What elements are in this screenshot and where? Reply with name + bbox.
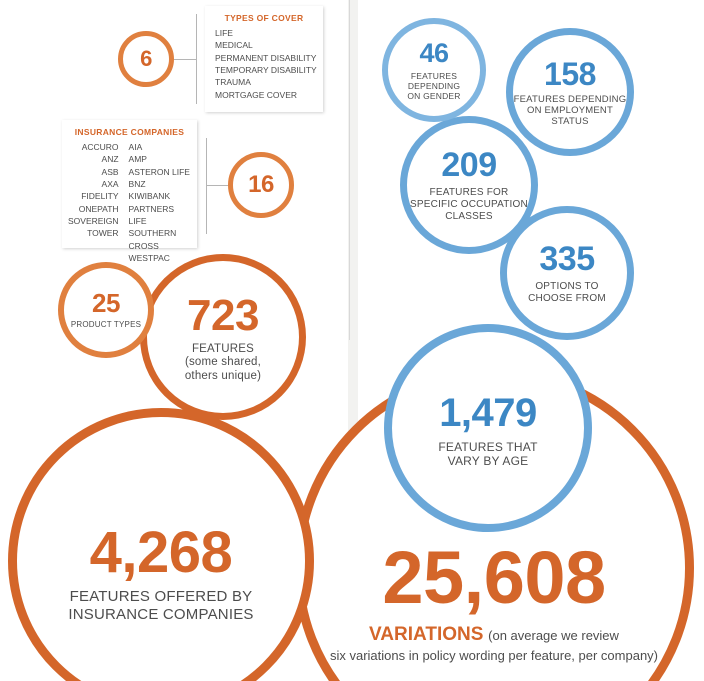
insurance-companies-title: INSURANCE COMPANIES [74,127,185,137]
list-item: ACCURO [81,142,119,152]
bubble-caption-line3: STATUS [551,116,589,128]
vertical-divider [349,0,350,340]
bubble-number: 46 [419,37,449,68]
bubble-number: 723 [187,290,259,340]
bubble-caption-line1: PRODUCT TYPES [70,319,142,329]
list-item: ANZ [101,154,119,165]
list-item: MEDICAL [215,40,253,51]
bubble-caption-line2: six variations in policy wording per feature, per company) [329,647,659,663]
bubble-gender [382,18,486,122]
bubble-caption-line3: others unique) [184,369,262,382]
insurance-companies-box [62,120,197,263]
list-item: AXA [101,178,119,189]
bubble-number: 16 [248,170,274,198]
list-item: MORTGAGE COVER [215,89,298,100]
list-item: BNZ [128,178,146,189]
bubble-caption-line1: OPTIONS TO [535,281,599,293]
list-item: ONEPATH [78,203,119,214]
list-item: AIA [128,142,143,152]
types-of-cover-title: TYPES OF COVER [224,13,304,23]
bubble-caption-line2: SPECIFIC OCCUPATION [410,199,528,211]
bubble-caption-line2: ON EMPLOYMENT [526,105,613,117]
bubble-caption-line1: FEATURES DEPENDING [407,71,461,92]
bubble-features [140,254,306,420]
bubble-types-of-cover-count [118,31,174,87]
insurance-companies-col-left [68,141,119,264]
types-of-cover-list [211,27,317,101]
list-item: TRAUMA [215,77,251,88]
bubble-number: 6 [140,45,152,71]
bubble-caption-line1: FEATURES THAT [438,439,538,454]
connector-line-companies-horizontal [206,185,228,186]
list-item: PERMANENT DISABILITY [215,52,317,63]
list-item: SOUTHERN CROSS [128,228,177,251]
bubble-caption [71,320,141,329]
bubble-caption-line1: FEATURES [191,342,255,355]
bubble-caption-line1: FEATURES FOR [429,187,509,199]
bubble-caption-line2: ON GENDER [407,91,461,102]
list-item: PARTNERS LIFE [128,203,175,226]
bubble-caption-line2: VARY BY AGE [447,454,529,468]
list-item: AMP [128,154,147,165]
list-item: ASB [101,166,119,177]
bubble-number: 1,479 [439,390,537,435]
bubble-caption [528,281,606,305]
list-item: LIFE [215,28,233,38]
connector-line-companies-vertical [206,138,207,234]
bubble-number: 25,608 [382,536,606,620]
bubble-caption [185,343,261,384]
list-item: SOVEREIGN [68,215,119,226]
bubble-number: 4,268 [89,519,233,585]
list-item: WESTPAC [128,252,170,263]
bubble-number: 335 [539,240,595,279]
insurance-companies-col-right [129,141,191,264]
insurance-companies-list [68,141,191,264]
list-item: TOWER [87,228,119,239]
bubble-caption-line2: INSURANCE COMPANIES [68,605,254,623]
bubble-caption [388,71,480,101]
bubble-caption [514,94,627,128]
list-item: TEMPORARY DISABILITY [215,64,317,75]
bubble-insurance-companies-count [228,152,294,218]
bubble-caption-line3: CLASSES [445,211,493,223]
types-of-cover-box [205,6,323,112]
list-item: KIWIBANK [128,191,171,202]
bubble-number: 209 [441,146,497,185]
bubble-product-types [58,262,154,358]
bubble-number: 25 [92,287,120,318]
connector-line-cover-horizontal [170,59,197,60]
bubble-caption-line2: (some shared, [184,356,262,369]
list-item: ASTERON LIFE [128,166,190,177]
bubble-caption-line1: (on average we review [488,627,619,643]
bubble-caption-strong: VARIATIONS [369,623,484,645]
bubble-caption-line2: CHOOSE FROM [528,293,606,305]
bubble-caption-line1: FEATURES DEPENDING [513,93,627,105]
bubble-caption [68,588,253,623]
bubble-caption [410,187,528,222]
bubble-caption [330,624,658,663]
bubble-employment-status [506,28,634,156]
list-item: FIDELITY [81,191,119,202]
bubble-occupation-classes [400,116,538,254]
bubble-caption-line1: FEATURES OFFERED BY [69,587,253,605]
bubble-caption [438,440,537,468]
bubble-features-vary-by-age [384,324,592,532]
bubble-number: 158 [544,55,596,92]
